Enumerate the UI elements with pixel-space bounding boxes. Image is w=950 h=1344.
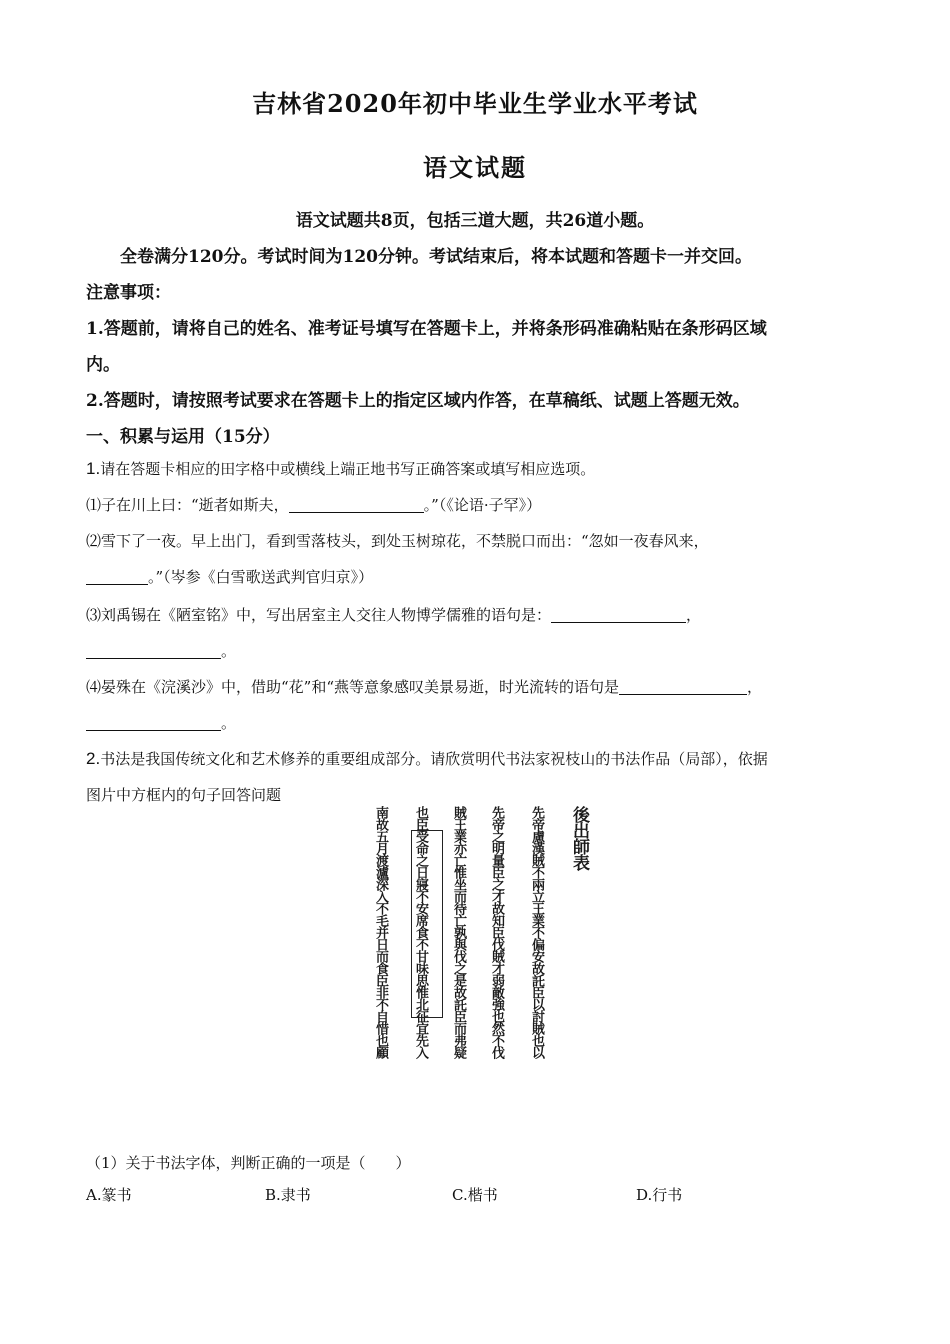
q1-part-3-prompt: ⑶刘禹锡在《陋室铭》中，写出居室主人交往人物博学儒雅的语句是：	[86, 606, 552, 624]
option-d[interactable]: D.行书	[636, 1186, 683, 1204]
q1-stem	[86, 458, 595, 479]
q1-part-4-cont	[86, 712, 236, 733]
notes-item-1: 1.答题前，请将自己的姓名、准考证号填写在答题卡上，并将条形码准确粘贴在条形码区域	[86, 319, 767, 339]
exam-title: 吉林省2020年初中毕业生学业水平考试	[252, 89, 698, 118]
q1-part-3-cont	[86, 640, 236, 661]
calligraphy-column-1: 後出師表	[569, 806, 589, 870]
notes-heading: 注意事项：	[86, 283, 171, 303]
calligraphy-column-5: 也臣受命之日寢不安席食不甘味思惟北征宜先入	[413, 806, 428, 1058]
q1-part-4	[86, 676, 762, 697]
q1-part-4-end: 。	[221, 714, 237, 732]
option-b[interactable]: B.隶书	[265, 1186, 311, 1204]
calligraphy-column-2: 先帝慮漢賊不兩立王業不偏安故託臣以討賊也以	[529, 806, 544, 1058]
calligraphy-column-6: 南故五月渡瀘深入不毛并日而食臣非不自惜也顧	[373, 806, 388, 1058]
q1-part-1-source: 。”（《论语·子罕》）	[423, 496, 542, 514]
notes-item-2: 2.答题时，请按照考试要求在答题卡上的指定区域内作答，在草稿纸、试题上答题无效。	[86, 391, 750, 411]
notes-item-1-cont: 内。	[86, 355, 120, 375]
q1-part-3-blank-2[interactable]	[86, 642, 221, 659]
q1-part-3-comma: ，	[686, 606, 702, 624]
section-1-heading: 一、积累与运用（15分）	[86, 427, 280, 447]
intro-line-1: 语文试题共8页，包括三道大题，共26道小题。	[295, 211, 655, 231]
intro-line-2: 全卷满分120分。考试时间为120分钟。考试结束后，将本试题和答题卡一并交回。	[120, 247, 752, 267]
q1-part-2-blank[interactable]	[86, 568, 148, 585]
q1-stem-text: 请在答题卡相应的田字格中或横线上端正地书写正确答案或填写相应选项。	[100, 460, 596, 478]
q1-part-4-comma: ，	[747, 678, 763, 696]
q2-stem-text: 书法是我国传统文化和艺术修养的重要组成部分。请欣赏明代书法家祝枝山的书法作品（局部），依据	[100, 750, 768, 768]
q1-part-3-blank-1[interactable]	[551, 606, 686, 623]
calligraphy-column-3: 先帝之明量臣之才故知臣伐賊才弱敵強也然不伐	[489, 806, 504, 1058]
q2-stem-cont: 图片中方框内的句子回答问题	[86, 786, 282, 804]
q1-part-2-source: 。”（岑参《白雪歌送武判官归京》）	[148, 568, 374, 586]
q1-part-3	[86, 604, 701, 625]
q1-part-4-blank-2[interactable]	[86, 714, 221, 731]
q1-part-4-prompt: ⑷晏殊在《浣溪沙》中，借助“花”和“燕等意象感叹美景易逝，时光流转的语句是	[86, 678, 620, 696]
q1-part-1-prompt: ⑴子在川上曰：“逝者如斯夫，	[86, 496, 289, 514]
exam-subtitle: 语文试题	[423, 153, 527, 182]
option-c[interactable]: C.楷书	[452, 1186, 498, 1204]
q1-part-4-blank-1[interactable]	[619, 678, 747, 695]
q1-part-3-end: 。	[221, 642, 237, 660]
q2-stem	[86, 748, 768, 769]
calligraphy-highlight-box	[411, 830, 443, 1018]
q1-part-2-cont	[86, 566, 373, 587]
q1-part-1	[86, 494, 541, 515]
q1-part-2: ⑵雪下了一夜。早上出门，看到雪落枝头，到处玉树琼花，不禁脱口而出：“忽如一夜春风来，	[86, 532, 709, 550]
calligraphy-column-4: 賊王業亦亡惟坐而待亡孰與伐之是故託臣而弗疑	[451, 806, 466, 1058]
option-a[interactable]: A.篆书	[86, 1186, 132, 1204]
q1-part-1-blank[interactable]	[289, 496, 424, 513]
q2-number: 2.	[86, 749, 101, 768]
q2-sub-1: （1）关于书法字体，判断正确的一项是（ ）	[86, 1154, 411, 1172]
calligraphy-image	[356, 806, 594, 1128]
q1-number: 1.	[86, 459, 101, 478]
